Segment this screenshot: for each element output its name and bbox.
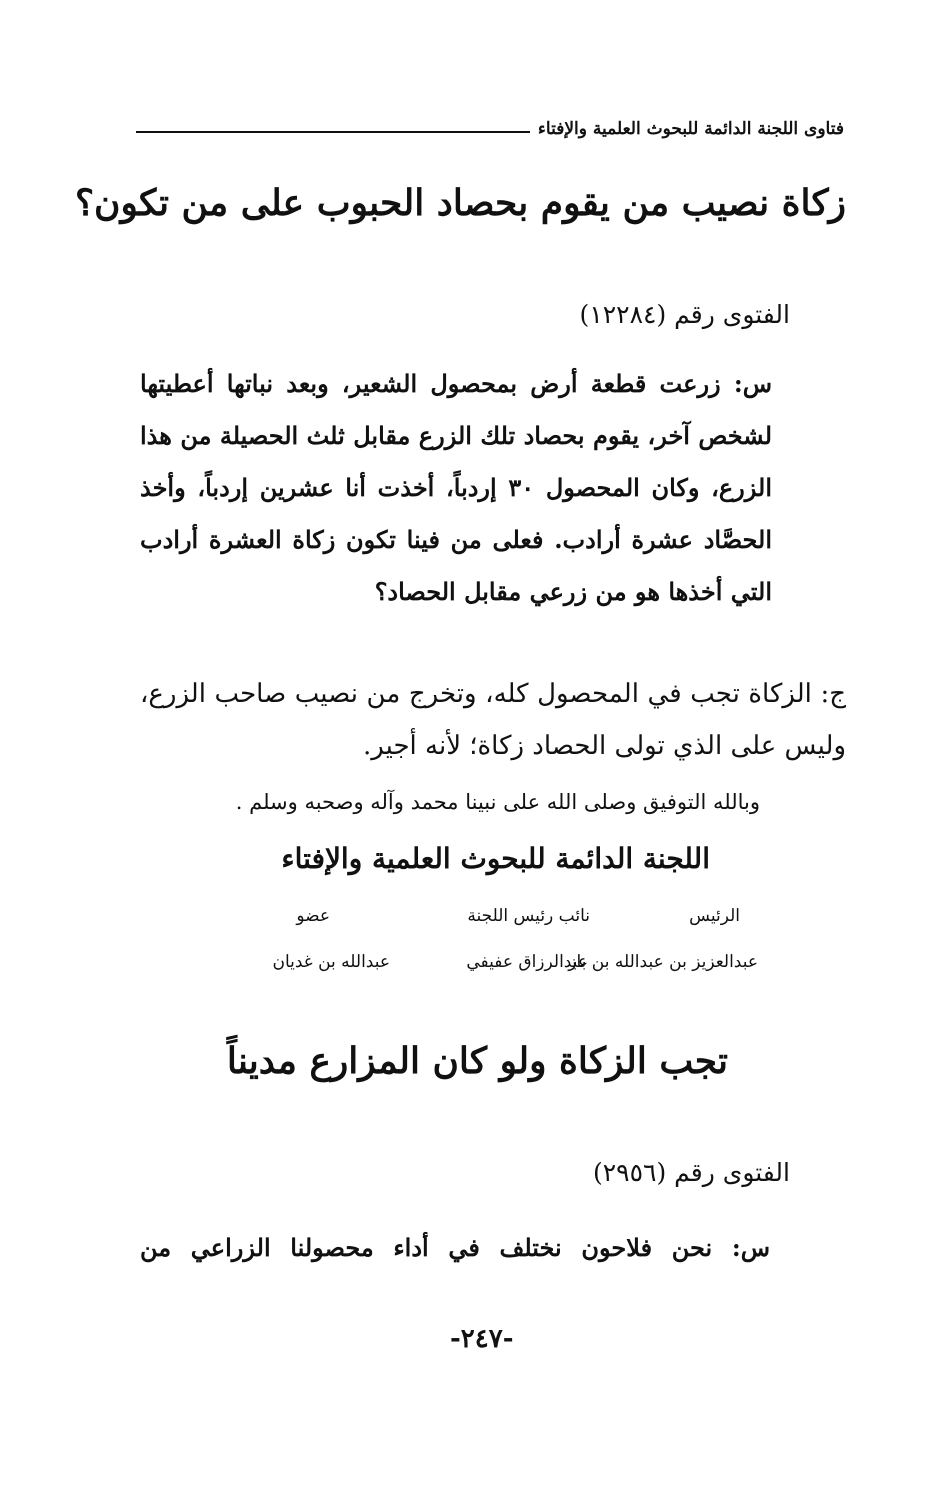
- running-header: [136, 114, 844, 144]
- section-1-question: س: زرعت قطعة أرض بمحصول الشعير، وبعد نباتها أعطيتها لشخص آخر، يقوم بحصاد تلك الزرع مقابل ثلث الحصيلة من هذا الزرع، وكان المحصول ٣٠ إردباً، أخذت أنا عشرين إردباً، وأخذ الحصَّاد عشرة أرادب. فعلى من فينا تكون زكاة العشرة أرادب التي أخذها هو من زرعي مقابل الحصاد؟: [140, 369, 772, 606]
- section-2-title: تجب الزكاة ولو كان المزارع مديناً: [226, 1040, 728, 1082]
- committee-name: اللجنة الدائمة للبحوث العلمية والإفتاء: [281, 842, 710, 875]
- page-number: -٢٤٧-: [450, 1324, 514, 1354]
- header-rule: [136, 131, 530, 133]
- running-header-text: فتاوى اللجنة الدائمة للبحوث العلمية والإفتاء: [537, 119, 844, 139]
- section-2-question: س: نحن فلاحون نختلف في أداء محصولنا الزراعي من: [140, 1233, 770, 1262]
- section-1-answer: ج: الزكاة تجب في المحصول كله، وتخرج من نصيب صاحب الزرع، وليس على الذي تولى الحصاد زكاة؛ لأنه أجير.: [140, 679, 846, 761]
- closing-line: وبالله التوفيق وصلى الله على نبينا محمد وآله وصحبه وسلم .: [235, 790, 760, 814]
- member-title-1: عضو: [296, 906, 330, 926]
- member-name-3: عبدالعزيز بن عبدالله بن باز: [568, 952, 758, 972]
- member-name-2: عبدالرزاق عفيفي: [466, 952, 588, 972]
- member-title-2: نائب رئيس اللجنة: [467, 906, 590, 926]
- member-title-3: الرئيس: [689, 906, 740, 926]
- section-1-title: زكاة نصيب من يقوم بحصاد الحبوب على من تكون؟: [74, 182, 846, 224]
- member-name-1: عبدالله بن غديان: [272, 952, 390, 972]
- section-1-fatwa-number: الفتوى رقم (١٢٢٨٤): [579, 300, 790, 329]
- section-2-fatwa-number: الفتوى رقم (٢٩٥٦): [592, 1158, 790, 1187]
